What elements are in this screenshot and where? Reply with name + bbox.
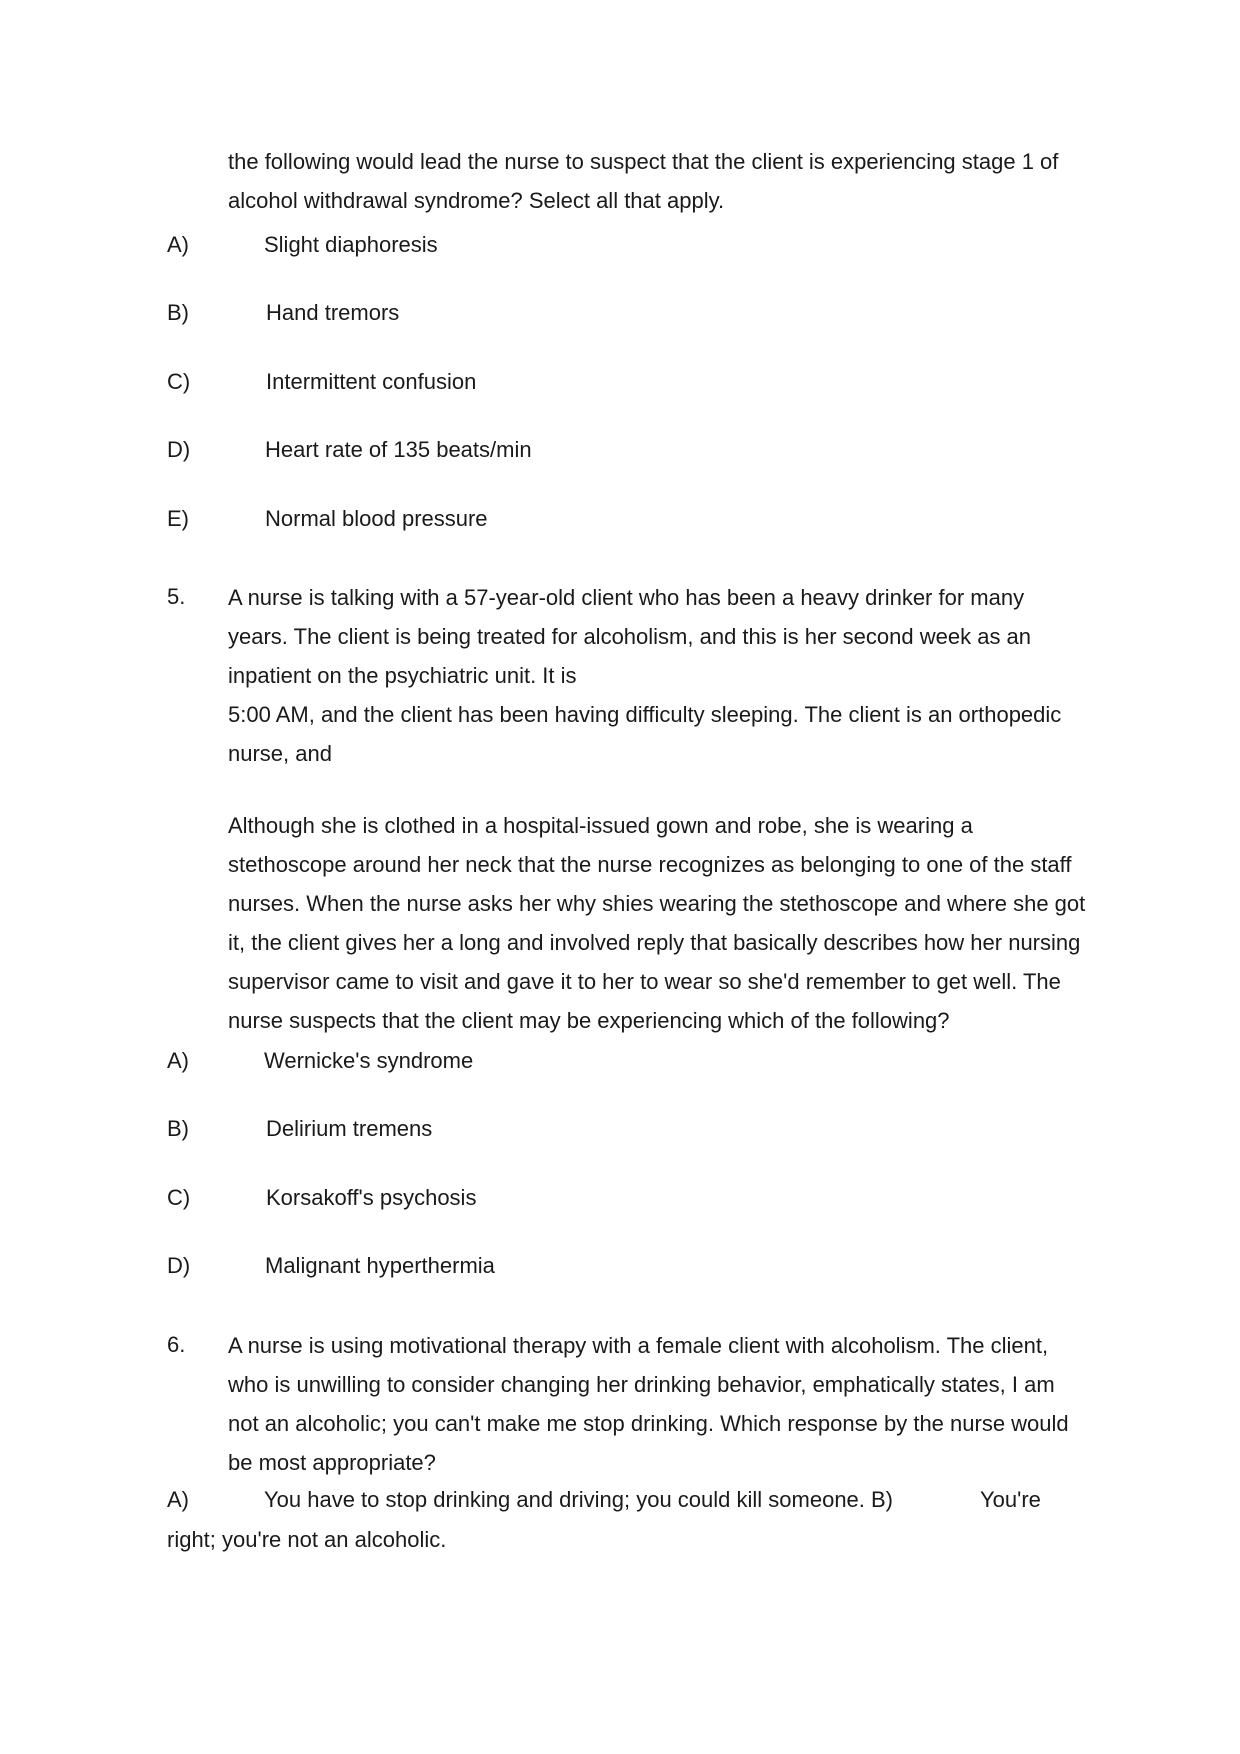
q4-stem-line: the following would lead the nurse to suspect that the client is experiencing stage 1 of: [228, 149, 1059, 174]
q4-option-e-letter: E): [167, 506, 189, 531]
q5-option-b-text: Delirium tremens: [266, 1116, 433, 1141]
q6-stem-line: A nurse is using motivational therapy with a female client with alcoholism. The client,: [228, 1333, 1049, 1358]
q5-option-b-letter: B): [167, 1116, 189, 1141]
q4-stem-line: alcohol withdrawal syndrome? Select all that apply.: [228, 188, 725, 213]
q6-option-b-rest: right; you're not an alcoholic.: [167, 1527, 447, 1552]
q5-stem-line: A nurse is talking with a 57-year-old client who has been a heavy drinker for many: [228, 585, 1025, 610]
q5-option-d-letter: D): [167, 1253, 191, 1278]
q5-stem-line: supervisor came to visit and gave it to her to wear so she'd remember to get well. The: [228, 969, 1061, 994]
q5-option-a-text: Wernicke's syndrome: [264, 1048, 474, 1073]
q4-stem: [228, 142, 1092, 220]
q5-option-d-text: Malignant hyperthermia: [265, 1253, 495, 1278]
q5-stem: [228, 578, 1092, 1040]
q4-option-c-letter: C): [167, 369, 191, 394]
q4-option-b-text: Hand tremors: [266, 300, 400, 325]
q6-option-a-letter: A): [167, 1487, 189, 1512]
q5-number: 5.: [167, 584, 186, 609]
q6-stem-line: be most appropriate?: [228, 1450, 436, 1475]
q5-option-a-letter: A): [167, 1048, 189, 1073]
q6-stem: [228, 1326, 1092, 1482]
q4-option-d-text: Heart rate of 135 beats/min: [265, 437, 532, 462]
q6-stem-line: who is unwilling to consider changing her drinking behavior, emphatically states, I am: [228, 1372, 1055, 1397]
q5-stem-line: nurse suspects that the client may be experiencing which of the following?: [228, 1008, 950, 1033]
q5-option-c-letter: C): [167, 1185, 191, 1210]
q6-option-b-start: You're: [980, 1487, 1041, 1512]
q4-option-d-letter: D): [167, 437, 191, 462]
q4-option-a-text: Slight diaphoresis: [264, 232, 438, 257]
q4-option-e-text: Normal blood pressure: [265, 506, 488, 531]
q5-stem-line: years. The client is being treated for alcoholism, and this is her second week as an: [228, 624, 1032, 649]
q5-stem-line: 5:00 AM, and the client has been having difficulty sleeping. The client is an orthopedic: [228, 702, 1062, 727]
q5-stem-line: nurse, and: [228, 741, 332, 766]
q6-option-a-text: You have to stop drinking and driving; you could kill someone. B): [264, 1487, 894, 1512]
q6-stem-line: not an alcoholic; you can't make me stop drinking. Which response by the nurse would: [228, 1411, 1069, 1436]
q5-stem-line: Although she is clothed in a hospital-issued gown and robe, she is wearing a: [228, 813, 973, 838]
q5-stem-line: nurses. When the nurse asks her why shies wearing the stethoscope and where she got: [228, 891, 1086, 916]
q4-option-c-text: Intermittent confusion: [266, 369, 477, 394]
q5-stem-line: it, the client gives her a long and involved reply that basically describes how her nursing: [228, 930, 1081, 955]
q5-stem-line: inpatient on the psychiatric unit. It is: [228, 663, 577, 688]
q4-option-a-letter: A): [167, 232, 189, 257]
q5-option-c-text: Korsakoff's psychosis: [266, 1185, 477, 1210]
q6-number: 6.: [167, 1332, 186, 1357]
q4-option-b-letter: B): [167, 300, 189, 325]
q5-stem-line: stethoscope around her neck that the nurse recognizes as belonging to one of the staff: [228, 852, 1072, 877]
